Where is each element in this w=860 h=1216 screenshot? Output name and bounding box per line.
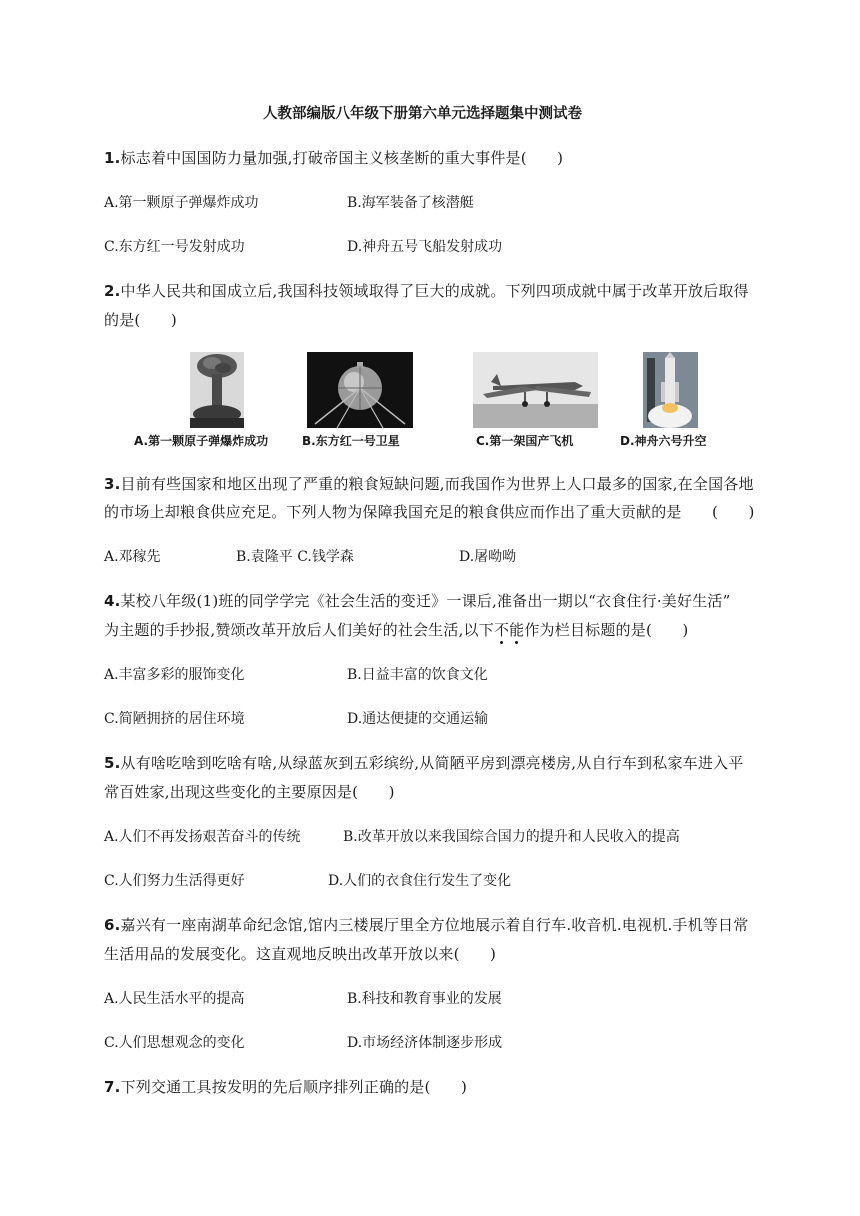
satellite-photo: [307, 352, 413, 428]
option-d: D.市场经济体制逐步形成: [347, 1035, 503, 1051]
question-5-line-2: 常百姓家,出现这些变化的主要原因是( ): [104, 783, 395, 801]
emphasis-dot-char: 不: [493, 621, 510, 639]
option-b-c: B.袁隆平 C.钱学森: [236, 549, 354, 565]
option-a: A.邓稼先: [104, 549, 161, 565]
option-b: B.科技和教育事业的发展: [347, 991, 502, 1007]
page-title: 人教部编版八年级下册第六单元选择题集中测试卷: [263, 106, 582, 122]
question-number: 1.: [104, 149, 121, 167]
option-b: B.海军装备了核潜艇: [347, 195, 474, 211]
caption-d: D.神舟六号升空: [620, 434, 707, 448]
option-d: D.屠呦呦: [459, 549, 517, 565]
question-number: 3.: [104, 475, 121, 493]
option-c: C.人们思想观念的变化: [104, 1035, 245, 1051]
option-a: A.第一颗原子弹爆炸成功: [104, 195, 259, 211]
question-4-line-2: 为主题的手抄报,赞颂改革开放后人们美好的社会生活,以下不能作为栏目标题的是( ): [104, 621, 689, 639]
option-b: B.日益丰富的饮食文化: [347, 667, 488, 683]
question-3-line-2: 的市场上却粮食供应充足。下列人物为保障我国充足的粮食供应而作出了重大贡献的是 ( ): [104, 503, 755, 521]
option-c: C.东方红一号发射成功: [104, 239, 245, 255]
question-6-line-2: 生活用品的发展变化。这直观地反映出改革开放以来( ): [104, 945, 497, 963]
question-number: 5.: [104, 754, 121, 772]
question-2-line-2: 的是( ): [104, 311, 177, 329]
question-6-line-1: 6.嘉兴有一座南湖革命纪念馆,馆内三楼展厅里全方位地展示着自行车.收音机.电视机.手机等日常: [104, 916, 749, 934]
rocket-launch-photo: [643, 352, 698, 428]
option-a: A.人们不再发扬艰苦奋斗的传统: [104, 829, 301, 845]
option-a: A.人民生活水平的提高: [104, 991, 245, 1007]
question-3-line-1: 3.目前有些国家和地区出现了严重的粮食短缺问题,而我国作为世界上人口最多的国家,在全国各地: [104, 475, 754, 493]
option-d: D.神舟五号飞船发射成功: [347, 239, 503, 255]
question-number: 7.: [104, 1078, 121, 1096]
caption-a: A.第一颗原子弹爆炸成功: [134, 434, 269, 448]
question-7: [104, 1076, 467, 1097]
question-text: 标志着中国国防力量加强,打破帝国主义核垄断的重大事件是( ): [120, 149, 564, 167]
question-4-line-1: 4.某校八年级(1)班的同学学完《社会生活的变迁》一课后,准备出一期以“衣食住行·美好生活”: [104, 592, 731, 610]
option-c: C.简陋拥挤的居住环境: [104, 711, 245, 727]
caption-b: B.东方红一号卫星: [302, 434, 400, 448]
question-5-line-1: 5.从有啥吃啥到吃啥有啥,从绿蓝灰到五彩缤纷,从简陋平房到漂亮楼房,从自行车到私家车进入平: [104, 754, 744, 772]
atomic-bomb-photo: [190, 352, 244, 428]
question-text: 下列交通工具按发明的先后顺序排列正确的是( ): [120, 1078, 468, 1096]
question-number: 4.: [104, 592, 121, 610]
question-number: 2.: [104, 282, 121, 300]
question-number: 6.: [104, 916, 121, 934]
option-c: C.人们努力生活得更好: [104, 873, 245, 889]
question-1: [104, 147, 563, 168]
option-b: B.改革开放以来我国综合国力的提升和人民收入的提高: [343, 829, 680, 845]
emphasis-dot-char: 能: [509, 621, 525, 639]
option-a: A.丰富多彩的服饰变化: [104, 667, 245, 683]
question-2-line-1: 2.中华人民共和国成立后,我国科技领域取得了巨大的成就。下列四项成就中属于改革开放后取得: [104, 282, 749, 300]
caption-c: C.第一架国产飞机: [476, 434, 574, 448]
airplane-photo: [473, 352, 598, 428]
option-d: D.通达便捷的交通运输: [347, 711, 489, 727]
option-d: D.人们的衣食住行发生了变化: [328, 873, 512, 889]
